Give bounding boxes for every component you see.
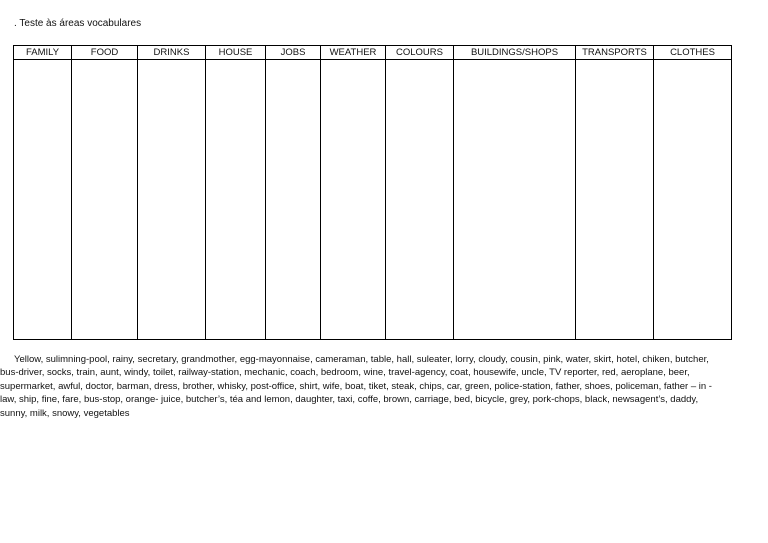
answer-cell-food[interactable] xyxy=(72,60,138,340)
vocabulary-table xyxy=(13,45,732,340)
column-header-clothes: CLOTHES xyxy=(654,46,732,60)
table-header-row xyxy=(14,46,732,60)
answer-cell-family[interactable] xyxy=(14,60,72,340)
column-header-weather: WEATHER xyxy=(321,46,386,60)
column-header-buildings-shops: BUILDINGS/SHOPS xyxy=(454,46,576,60)
answer-cell-colours[interactable] xyxy=(386,60,454,340)
column-header-food: FOOD xyxy=(72,46,138,60)
answer-cell-drinks[interactable] xyxy=(138,60,206,340)
answer-cell-weather[interactable] xyxy=(321,60,386,340)
answer-cell-transports[interactable] xyxy=(576,60,654,340)
answer-cell-house[interactable] xyxy=(206,60,266,340)
answer-cell-jobs[interactable] xyxy=(266,60,321,340)
answer-cell-buildings-shops[interactable] xyxy=(454,60,576,340)
column-header-drinks: DRINKS xyxy=(138,46,206,60)
table-answer-row xyxy=(14,60,732,340)
word-bank-paragraph: Yellow, sulimning-pool, rainy, secretary, grandmother, egg-mayonnaise, cameraman, table, hall, suleater, lorry, cloudy, cousin, pink, water, skirt, hotel, chiken, butcher, bus-driver, socks, train, aunt, windy, toilet, railway-station, mechanic, coach, bedroom, wine, travel-agency, coat, housewife, uncle, TV reporter, red, aeroplane, beer, supermarket, awful, doctor, barman, dress, brother, whisky, post-office, shirt, wife, boat, tiket, steak, chips, car, green, police-station, father, shoes, policeman, father – in -law, ship, fine, fare, bus-stop, orange- juice, butcher’s, téa and lemon, daughter, taxi, coffe, brown, carriage, bed, bicycle, grey, pork-chops, black, newsagent’s, daddy, sunny, milk, snowy, vegetables xyxy=(0,354,712,419)
answer-cell-clothes[interactable] xyxy=(654,60,732,340)
column-header-family: FAMILY xyxy=(14,46,72,60)
column-header-jobs: JOBS xyxy=(266,46,321,60)
column-header-house: HOUSE xyxy=(206,46,266,60)
column-header-transports: TRANSPORTS xyxy=(576,46,654,60)
document-title: . Teste às áreas vocabulares xyxy=(14,18,142,29)
column-header-colours: COLOURS xyxy=(386,46,454,60)
